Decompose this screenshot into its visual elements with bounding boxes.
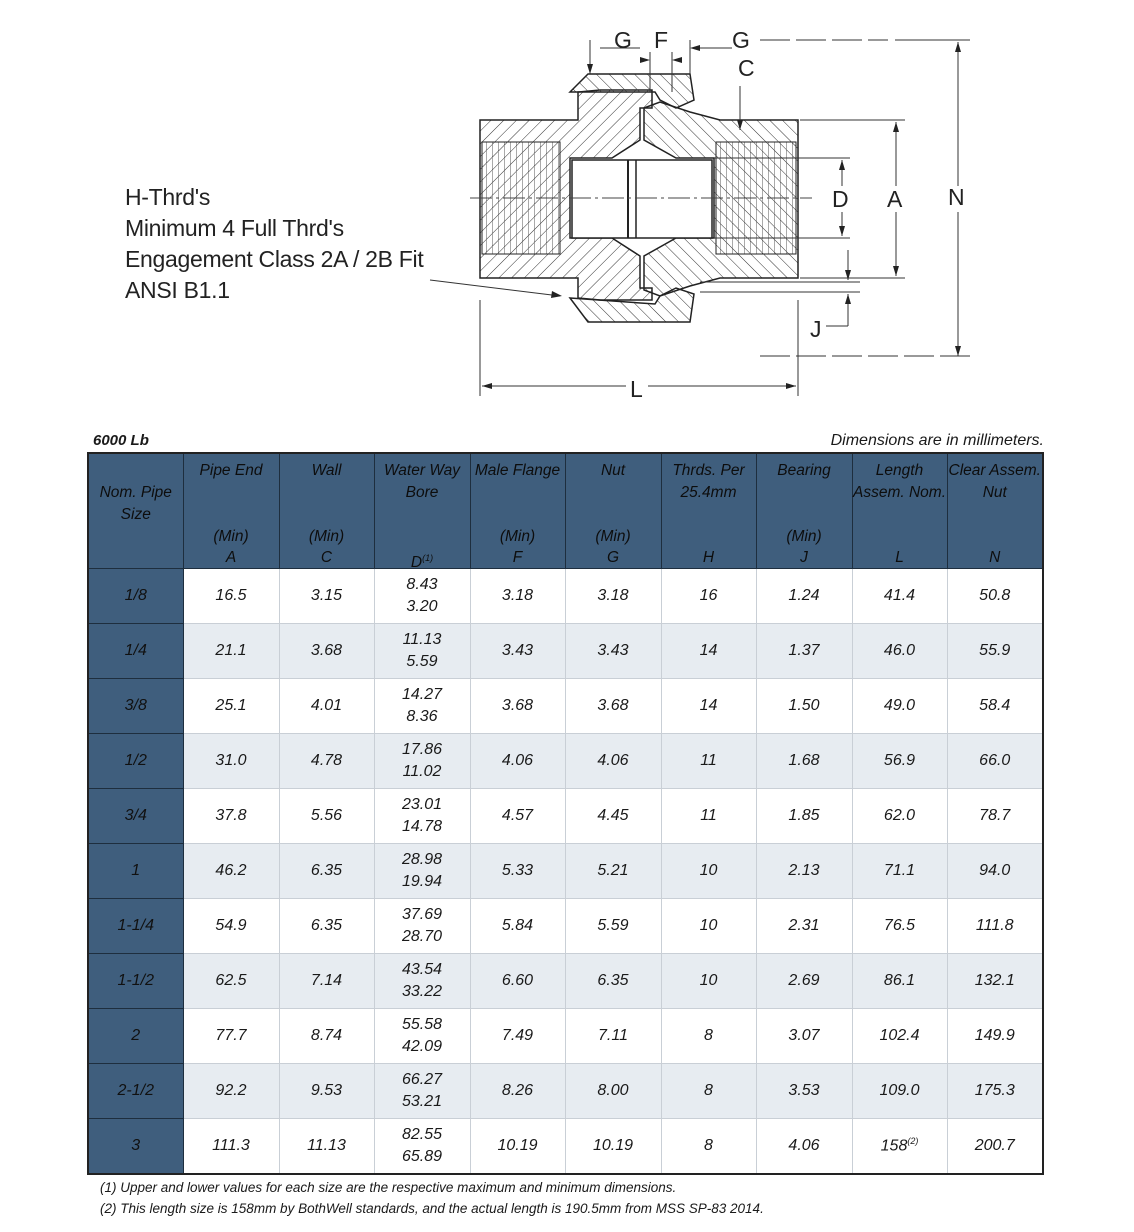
cell-g: 5.21 — [565, 843, 661, 898]
thread-note-line: Minimum 4 Full Thrd's — [125, 215, 344, 241]
thread-note-line: ANSI B1.1 — [125, 277, 230, 303]
cell-c: 7.14 — [279, 953, 374, 1008]
cell-l — [852, 733, 947, 788]
cell-d-min: 14.78 — [401, 817, 443, 835]
cell-n: 78.7 — [947, 788, 1043, 843]
cell-h: 10 — [661, 843, 756, 898]
cell-d-min: 28.70 — [401, 927, 443, 945]
footnote-2: (2) This length size is 158mm by BothWell standards, and the actual length is 190.5mm from MSS SP-83 2014. — [100, 1201, 764, 1216]
cell-j: 2.13 — [756, 843, 852, 898]
header-symbol: A — [225, 549, 237, 566]
cell-h: 8 — [661, 1118, 756, 1174]
cell-l-value: 49.0 — [883, 696, 916, 714]
cell-l — [852, 843, 947, 898]
cell-c: 3.68 — [279, 623, 374, 678]
cell-size: 3/4 — [88, 788, 183, 843]
cell-g: 6.35 — [565, 953, 661, 1008]
table-row — [88, 1118, 1043, 1174]
cell-a: 92.2 — [183, 1063, 279, 1118]
cell-n: 55.9 — [947, 623, 1043, 678]
header-symbol: F — [512, 549, 523, 566]
cell-f: 10.19 — [470, 1118, 565, 1174]
col-header-a — [183, 453, 279, 569]
cell-l-value: 158 — [880, 1137, 908, 1155]
cell-d-min: 42.09 — [401, 1037, 443, 1055]
cell-l — [852, 1063, 947, 1118]
cell-g: 3.43 — [565, 623, 661, 678]
table-row — [88, 953, 1043, 1008]
cell-h: 11 — [661, 788, 756, 843]
cell-j: 1.85 — [756, 788, 852, 843]
cell-c: 3.15 — [279, 569, 374, 624]
table-row — [88, 623, 1043, 678]
table-row — [88, 1008, 1043, 1063]
col-header-d — [374, 453, 470, 572]
cell-f: 8.26 — [470, 1063, 565, 1118]
cell-l — [852, 1008, 947, 1063]
cell-f: 6.60 — [470, 953, 565, 1008]
col-header-j — [756, 453, 852, 569]
cell-d — [374, 898, 470, 953]
label-g-right: G — [732, 27, 750, 53]
cell-d — [374, 623, 470, 678]
table-row — [88, 733, 1043, 788]
cell-c: 6.35 — [279, 898, 374, 953]
cell-d-max: 66.27 — [401, 1070, 443, 1088]
header-label: Pipe End — [199, 462, 263, 479]
cell-size: 3 — [88, 1118, 183, 1174]
label-d: D — [832, 186, 849, 212]
cell-n: 94.0 — [947, 843, 1043, 898]
cell-a: 31.0 — [183, 733, 279, 788]
cell-l — [852, 898, 947, 953]
cell-a: 62.5 — [183, 953, 279, 1008]
bore — [572, 160, 712, 238]
cell-n: 58.4 — [947, 678, 1043, 733]
cell-size: 2 — [88, 1008, 183, 1063]
cell-c: 11.13 — [279, 1118, 374, 1174]
cell-l-value: 41.4 — [883, 586, 916, 604]
cell-a: 46.2 — [183, 843, 279, 898]
cell-d — [374, 953, 470, 1008]
cell-c: 9.53 — [279, 1063, 374, 1118]
cell-h: 8 — [661, 1008, 756, 1063]
col-header-c — [279, 453, 374, 569]
cell-j: 1.24 — [756, 569, 852, 624]
cell-n: 132.1 — [947, 953, 1043, 1008]
cell-d-min: 5.59 — [406, 652, 438, 670]
cell-d — [374, 1008, 470, 1063]
cell-f: 5.84 — [470, 898, 565, 953]
cell-l-value: 71.1 — [883, 861, 916, 879]
table-row — [88, 843, 1043, 898]
label-g-left: G — [614, 27, 632, 53]
cell-d-max: 43.54 — [401, 960, 443, 978]
table-row — [88, 1063, 1043, 1118]
cell-g: 3.18 — [565, 569, 661, 624]
label-l: L — [630, 376, 643, 402]
cell-d — [374, 1118, 470, 1174]
cell-h: 11 — [661, 733, 756, 788]
cell-l — [852, 678, 947, 733]
cell-d-max: 23.01 — [401, 795, 443, 813]
cell-d-max: 11.13 — [402, 630, 442, 648]
label-f: F — [654, 27, 669, 53]
footnote-marker: (1) — [422, 553, 434, 563]
cell-l — [852, 953, 947, 1008]
cell-c: 4.78 — [279, 733, 374, 788]
table-header-row — [88, 453, 1043, 569]
thread-note — [125, 182, 423, 306]
header-label: Nut — [600, 462, 626, 479]
cell-h: 8 — [661, 1063, 756, 1118]
cell-d-min: 19.94 — [401, 872, 443, 890]
header-sub: (Min) — [499, 528, 536, 545]
header-label: Nom. Pipe Size — [99, 484, 172, 523]
footnote-marker: (2) — [907, 1136, 919, 1147]
cell-d — [374, 569, 470, 624]
cell-n: 66.0 — [947, 733, 1043, 788]
header-label: Clear Assem. Nut — [948, 462, 1041, 501]
col-header-h — [661, 453, 756, 569]
col-header-f — [470, 453, 565, 569]
cell-l-value: 62.0 — [883, 806, 916, 824]
cell-size: 1/8 — [88, 569, 183, 624]
cell-f: 3.43 — [470, 623, 565, 678]
cell-size: 2-1/2 — [88, 1063, 183, 1118]
header-sub: (Min) — [308, 528, 345, 545]
cell-f: 7.49 — [470, 1008, 565, 1063]
col-header-n — [947, 453, 1043, 569]
col-header-g — [565, 453, 661, 569]
table-row — [88, 678, 1043, 733]
cell-h: 16 — [661, 569, 756, 624]
cell-a: 25.1 — [183, 678, 279, 733]
cell-f: 5.33 — [470, 843, 565, 898]
cell-d-min: 3.20 — [406, 597, 438, 615]
header-label: Length Assem. Nom. — [852, 462, 946, 501]
table-row — [88, 569, 1043, 624]
cell-f: 4.57 — [470, 788, 565, 843]
cell-f: 3.18 — [470, 569, 565, 624]
cell-d-min: 11.02 — [402, 762, 442, 780]
cell-d-max: 37.69 — [401, 905, 443, 923]
cell-l-value: 109.0 — [879, 1081, 920, 1099]
cell-d — [374, 788, 470, 843]
cell-n: 111.8 — [947, 898, 1043, 953]
cell-d — [374, 678, 470, 733]
cell-j: 3.07 — [756, 1008, 852, 1063]
cell-l-value: 56.9 — [883, 751, 916, 769]
dimensions-table — [87, 452, 1044, 1175]
cell-a: 111.3 — [183, 1118, 279, 1174]
cell-c: 4.01 — [279, 678, 374, 733]
cell-h: 14 — [661, 678, 756, 733]
cell-l-value: 46.0 — [883, 641, 916, 659]
label-c: C — [738, 55, 755, 81]
cell-d-max: 17.86 — [401, 740, 443, 758]
table-body — [88, 569, 1043, 1175]
cell-l-value: 102.4 — [879, 1026, 920, 1044]
cell-l-value: 86.1 — [883, 971, 916, 989]
cell-d-min: 33.22 — [401, 982, 443, 1000]
col-header-size — [88, 453, 183, 569]
label-n: N — [948, 184, 965, 210]
thread-note-line: H-Thrd's — [125, 184, 211, 210]
cell-a: 21.1 — [183, 623, 279, 678]
header-label: Bearing — [777, 462, 831, 479]
cell-g: 3.68 — [565, 678, 661, 733]
cell-j: 1.37 — [756, 623, 852, 678]
cell-n: 175.3 — [947, 1063, 1043, 1118]
label-j: J — [810, 316, 822, 342]
table-row — [88, 898, 1043, 953]
header-label: Water Way Bore — [383, 462, 461, 501]
header-symbol — [375, 548, 470, 573]
header-label: Wall — [311, 462, 342, 479]
cell-g: 4.06 — [565, 733, 661, 788]
cell-l — [852, 788, 947, 843]
cell-l — [852, 569, 947, 624]
cell-size: 1 — [88, 843, 183, 898]
header-label: Male Flange — [474, 462, 561, 479]
cell-j: 1.50 — [756, 678, 852, 733]
header-symbol: L — [895, 549, 904, 566]
header-label: Thrds. Per 25.4mm — [672, 462, 745, 501]
table-row — [88, 788, 1043, 843]
cell-g: 5.59 — [565, 898, 661, 953]
cell-n: 149.9 — [947, 1008, 1043, 1063]
header-symbol: G — [606, 549, 620, 566]
header-symbol: J — [800, 549, 808, 566]
cell-h: 14 — [661, 623, 756, 678]
cell-size: 1/4 — [88, 623, 183, 678]
units-note: Dimensions are in millimeters. — [830, 432, 1044, 449]
cell-a: 16.5 — [183, 569, 279, 624]
cell-d-max: 82.55 — [401, 1125, 443, 1143]
cell-a: 77.7 — [183, 1008, 279, 1063]
cell-c: 6.35 — [279, 843, 374, 898]
cell-d — [374, 733, 470, 788]
cell-g: 7.11 — [565, 1008, 661, 1063]
cell-d-min: 65.89 — [401, 1147, 443, 1165]
header-sub: (Min) — [213, 528, 249, 545]
cell-size: 1-1/4 — [88, 898, 183, 953]
cell-l — [852, 1118, 947, 1174]
cell-d — [374, 1063, 470, 1118]
cell-c: 5.56 — [279, 788, 374, 843]
cell-n: 200.7 — [947, 1118, 1043, 1174]
cell-g: 8.00 — [565, 1063, 661, 1118]
cell-c: 8.74 — [279, 1008, 374, 1063]
thread-note-line: Engagement Class 2A / 2B Fit — [125, 246, 424, 272]
cell-a: 54.9 — [183, 898, 279, 953]
pressure-rating: 6000 Lb — [93, 432, 149, 449]
cell-g: 10.19 — [565, 1118, 661, 1174]
footnote-1: (1) Upper and lower values for each size are the respective maximum and minimum dimensions. — [100, 1180, 677, 1195]
cell-j: 2.69 — [756, 953, 852, 1008]
header-symbol-text: D — [410, 554, 423, 572]
cell-size: 1-1/2 — [88, 953, 183, 1008]
header-symbol: N — [989, 549, 1001, 566]
cell-h: 10 — [661, 953, 756, 1008]
cell-d-max: 8.43 — [406, 575, 438, 593]
cell-d-max: 14.27 — [401, 685, 443, 703]
header-sub: (Min) — [786, 528, 822, 545]
header-symbol: C — [320, 549, 333, 566]
col-header-l — [852, 453, 947, 569]
cell-g: 4.45 — [565, 788, 661, 843]
cell-a: 37.8 — [183, 788, 279, 843]
cell-j: 3.53 — [756, 1063, 852, 1118]
cell-j: 2.31 — [756, 898, 852, 953]
cell-h: 10 — [661, 898, 756, 953]
cell-j: 1.68 — [756, 733, 852, 788]
cell-j: 4.06 — [756, 1118, 852, 1174]
cell-l — [852, 623, 947, 678]
label-a: A — [887, 186, 903, 212]
cell-n: 50.8 — [947, 569, 1043, 624]
cell-f: 3.68 — [470, 678, 565, 733]
cell-d-min: 53.21 — [401, 1092, 443, 1110]
cell-f: 4.06 — [470, 733, 565, 788]
cell-d-max: 55.58 — [401, 1015, 443, 1033]
header-symbol: H — [702, 549, 715, 566]
header-sub: (Min) — [595, 528, 631, 545]
cell-size: 3/8 — [88, 678, 183, 733]
cell-l-value: 76.5 — [883, 916, 916, 934]
cell-size: 1/2 — [88, 733, 183, 788]
cell-d-min: 8.36 — [406, 707, 438, 725]
cell-d — [374, 843, 470, 898]
cell-d-max: 28.98 — [401, 850, 443, 868]
